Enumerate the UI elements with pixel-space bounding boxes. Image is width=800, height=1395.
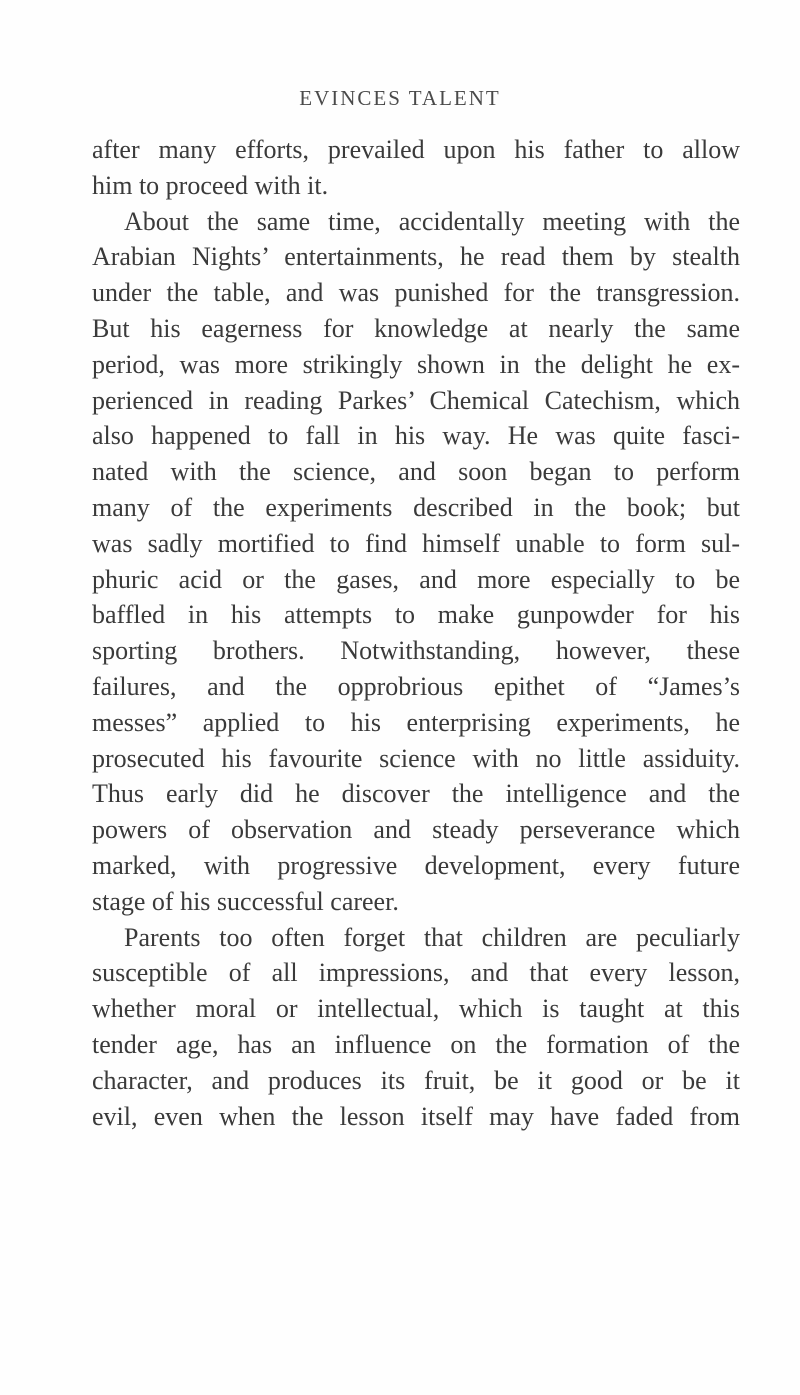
text-line: messes” applied to his enterprising experiments, he	[92, 707, 740, 737]
text-line: But his eagerness for knowledge at nearly the same	[92, 313, 740, 343]
text-line: also happened to fall in his way. He was quite fasci-	[92, 421, 740, 451]
text-line: marked, with progressive development, every future	[92, 850, 740, 880]
text-line: powers of observation and steady perseverance which	[92, 815, 740, 845]
text-line: tender age, has an influence on the formation of the	[92, 1029, 740, 1059]
text-line: Parents too often forget that children are peculiarly	[124, 922, 740, 952]
text-line: nated with the science, and soon began to perform	[92, 457, 740, 487]
text-line: prosecuted his favourite science with no little assiduity.	[92, 743, 740, 773]
text-line: Thus early did he discover the intelligence and the	[92, 779, 740, 809]
text-line: character, and produces its fruit, be it good or be it	[92, 1065, 740, 1095]
text-line: him to proceed with it.	[92, 170, 329, 200]
text-line: period, was more strikingly shown in the delight he ex-	[92, 349, 740, 379]
text-line: after many efforts, prevailed upon his father to allow	[92, 135, 740, 164]
text-line: stage of his successful career.	[92, 886, 399, 916]
text-line: many of the experiments described in the book; but	[92, 492, 740, 522]
text-line: under the table, and was punished for the transgression.	[92, 278, 740, 308]
text-line: phuric acid or the gases, and more especially to be	[92, 564, 740, 594]
text-line: perienced in reading Parkes’ Chemical Catechism, which	[92, 385, 740, 415]
text-line: susceptible of all impressions, and that every lesson,	[92, 958, 740, 988]
text-line: whether moral or intellectual, which is taught at this	[92, 994, 740, 1024]
text-line: Arabian Nights’ entertainments, he read them by stealth	[92, 242, 740, 272]
text-line: was sadly mortified to find himself unable to form sul-	[92, 528, 740, 558]
text-line: baffled in his attempts to make gunpowder for his	[92, 600, 740, 630]
running-head: EVINCES TALENT	[299, 86, 501, 110]
body-text	[92, 132, 740, 1134]
text-line: About the same time, accidentally meeting with the	[124, 206, 740, 236]
text-line: evil, even when the lesson itself may have faded from	[92, 1101, 740, 1131]
text-line: sporting brothers. Notwithstanding, however, these	[92, 636, 740, 666]
text-line: failures, and the opprobrious epithet of “James’s	[92, 671, 740, 701]
